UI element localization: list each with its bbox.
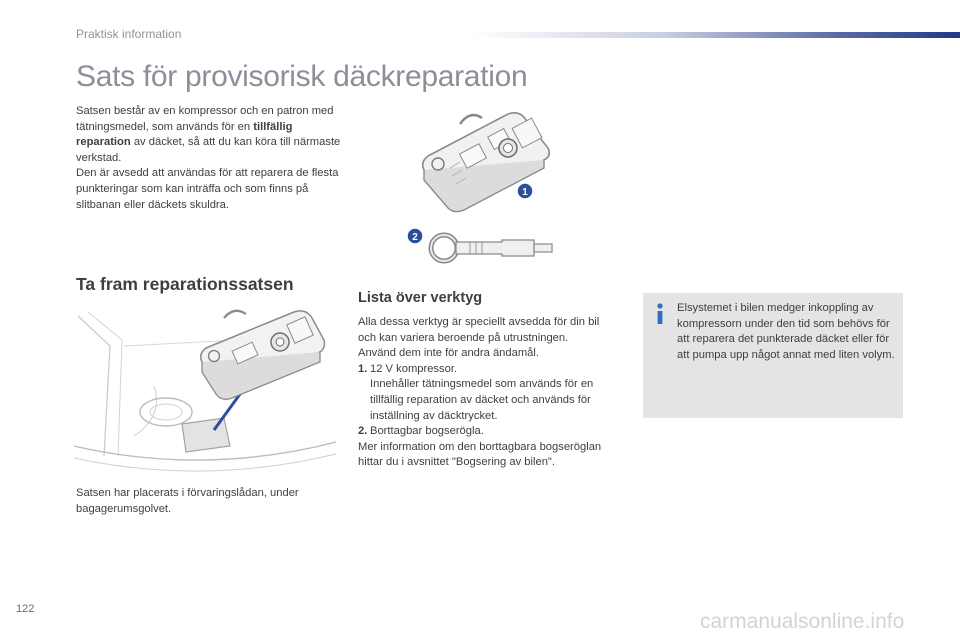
list-item-title: Borttagbar bogserögla. — [370, 425, 484, 438]
list-item — [358, 424, 616, 440]
section-heading-tools: Lista över verktyg — [358, 290, 483, 306]
tools-paragraph-2: Använd dem inte för andra ändamål. — [358, 347, 539, 360]
list-item-detail: Innehåller tätningsmedel som används för en tillfällig reparation av däcket och används för inställning av däcktrycket. — [370, 378, 594, 422]
watermark-text: carmanualsonline.info — [700, 610, 905, 633]
list-item-title: 12 V kompressor. — [370, 362, 458, 375]
trunk-caption: Satsen har placerats i förvaringslådan, under bagagerumsgolvet. — [76, 487, 299, 515]
tools-illustration — [398, 104, 560, 274]
watermark-logo — [700, 608, 950, 634]
info-box — [643, 293, 903, 418]
tools-list — [358, 315, 616, 471]
list-item-number: 2. — [358, 425, 368, 438]
header-accent-bar — [470, 32, 960, 38]
intro-bold-term: tillfällig reparation — [76, 120, 293, 149]
callout-1: 1 — [522, 187, 528, 198]
page-number: 122 — [16, 603, 35, 615]
callout-2: 2 — [412, 232, 418, 243]
page-title: Sats för provisorisk däckreparation — [76, 60, 528, 93]
intro-text — [76, 104, 346, 213]
info-icon — [654, 303, 666, 325]
tools-paragraph-3: Mer information om den borttagbara bogseröglan hittar du i avsnittet "Bogsering av bilen". — [358, 440, 602, 469]
trunk-illustration — [74, 306, 336, 476]
tools-paragraph-1: Alla dessa verktyg är speciellt avsedda för din bil och kan variera beroende på utrustningen. — [358, 316, 600, 344]
section-label: Praktisk information — [76, 27, 182, 41]
section-heading-take-out: Ta fram reparationssatsen — [76, 274, 294, 294]
list-item-number: 1. — [358, 362, 368, 375]
info-text: Elsystemet i bilen medger inkoppling av kompressorn under den tid som behövs för att reparera det punkterade däcket eller för att pumpa upp något annat med liten volym. — [677, 302, 895, 361]
list-item — [358, 362, 616, 424]
intro-paragraph-2: Den är avsedd att användas för att reparera de flesta punkteringar som kan inträffa och som finns på slitbanan eller däckets skuldra. — [76, 167, 339, 211]
intro-paragraph-1: Satsen består av en kompressor och en patron med tätningsmedel, som används för en tillfällig reparation av däcket, så att du kan köra till närmaste verkstad. — [76, 105, 341, 164]
